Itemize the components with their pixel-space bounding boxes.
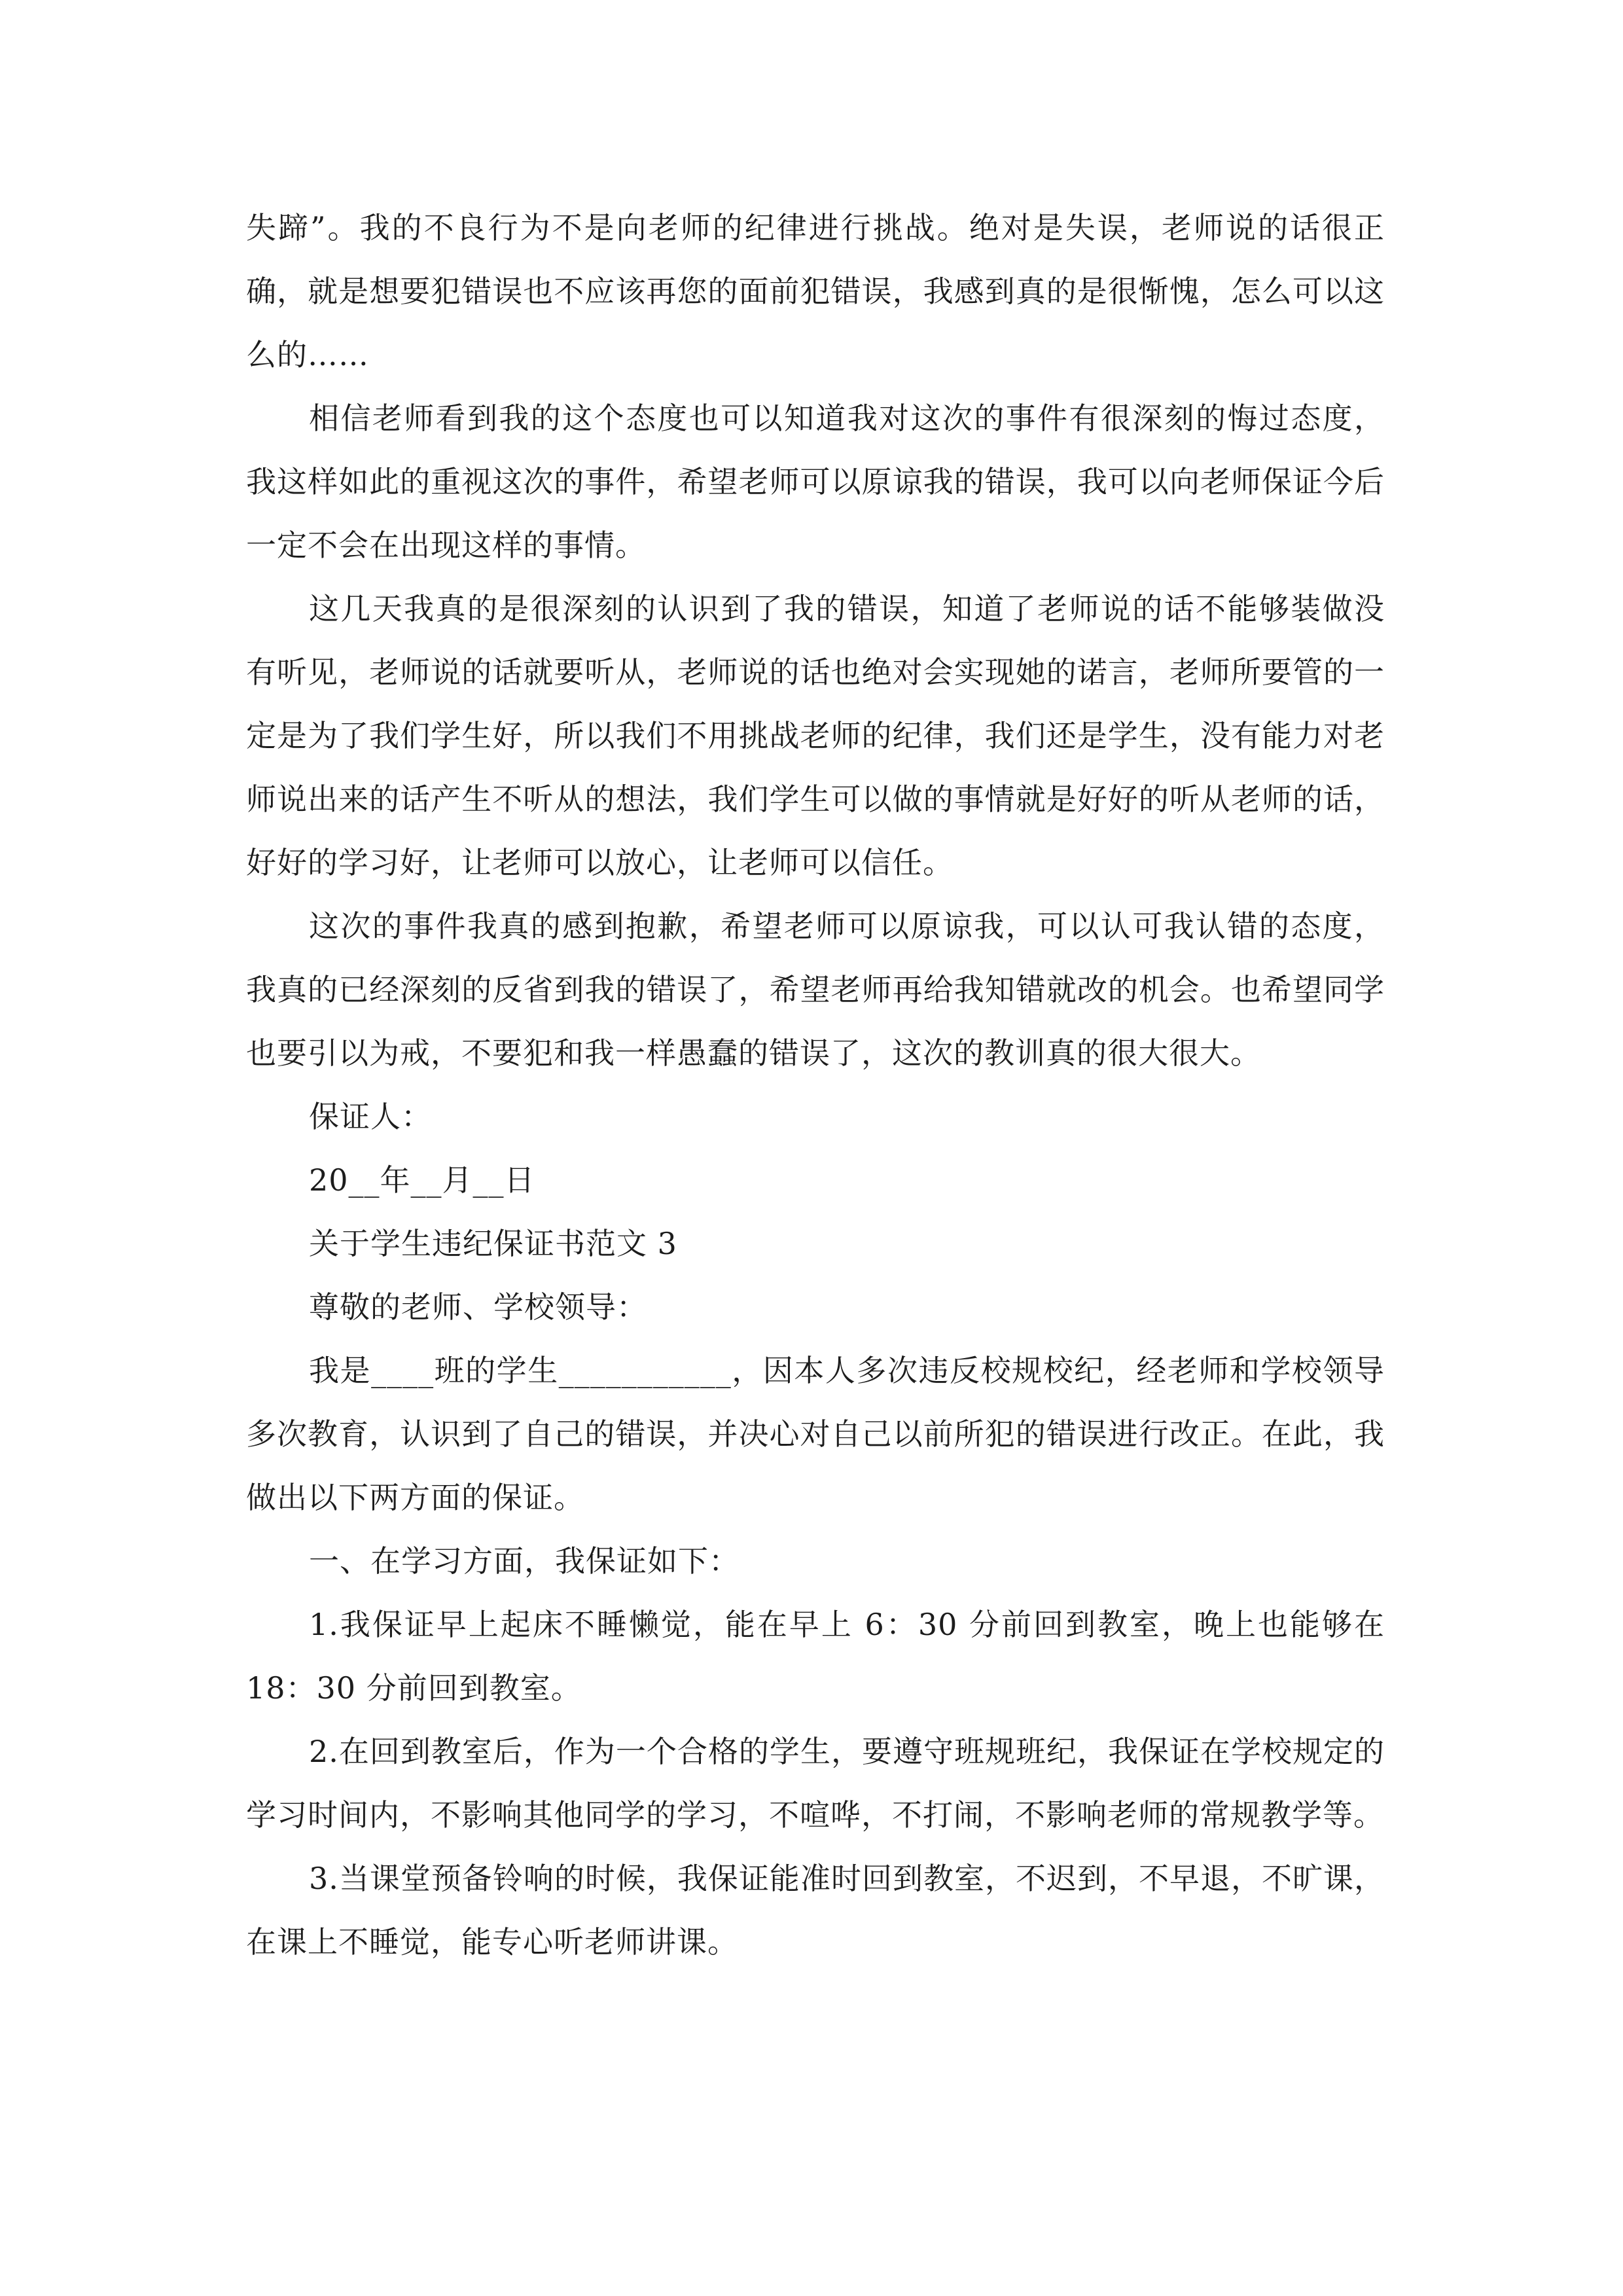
paragraph-realization: 这几天我真的是很深刻的认识到了我的错误，知道了老师说的话不能够装做没有听见，老师说的话就要听从，老师说的话也绝对会实现她的诺言，老师所要管的一定是为了我们学生好，所以我们不用挑战老师的纪律，我们还是学生，没有能力对老师说出来的话产生不听从的想法，我们学生可以做的事情就是好好的听从老师的话，好好的学习好，让老师可以放心，让老师可以信任。	[246, 591, 1385, 880]
study-heading: 一、在学习方面，我保证如下：	[309, 1543, 740, 1579]
document-body	[246, 196, 1385, 1974]
study-item-1: 1.我保证早上起床不睡懒觉，能在早上 6：30 分前回到教室，晚上也能够在 18：30 分前回到教室。	[246, 1607, 1385, 1706]
paragraph-continuation: 失蹄”。我的不良行为不是向老师的纪律进行挑战。绝对是失误，老师说的话很正确，就是想要犯错误也不应该再您的面前犯错误，我感到真的是很惭愧，怎么可以这么的……	[246, 210, 1385, 372]
salutation: 尊敬的老师、学校领导：	[309, 1289, 647, 1325]
paragraph-apology: 这次的事件我真的感到抱歉，希望老师可以原谅我，可以认可我认错的态度，我真的已经深刻的反省到我的错误了，希望老师再给我知错就改的机会。也希望同学也要引以为戒，不要犯和我一样愚蠢的错误了，这次的教训真的很大很大。	[246, 908, 1385, 1071]
paragraph-introduction: 我是____班的学生___________，因本人多次违反校规校纪，经老师和学校领导多次教育，认识到了自己的错误，并决心对自己以前所犯的错误进行改正。在此，我做出以下两方面的保证。	[246, 1353, 1385, 1515]
paragraph-attitude: 相信老师看到我的这个态度也可以知道我对这次的事件有很深刻的悔过态度，我这样如此的重视这次的事件，希望老师可以原谅我的错误，我可以向老师保证今后一定不会在出现这样的事情。	[246, 401, 1385, 563]
section-title: 关于学生违纪保证书范文 3	[309, 1226, 677, 1261]
study-item-2: 2.在回到教室后，作为一个合格的学生，要遵守班规班纪，我保证在学校规定的学习时间内，不影响其他同学的学习，不喧哗，不打闹，不影响老师的常规教学等。	[246, 1734, 1385, 1833]
guarantor-label: 保证人：	[309, 1099, 432, 1134]
study-item-3: 3.当课堂预备铃响的时候，我保证能准时回到教室，不迟到，不早退，不旷课，在课上不睡觉，能专心听老师讲课。	[246, 1861, 1385, 1960]
date-line: 20__年__月__日	[309, 1162, 535, 1198]
